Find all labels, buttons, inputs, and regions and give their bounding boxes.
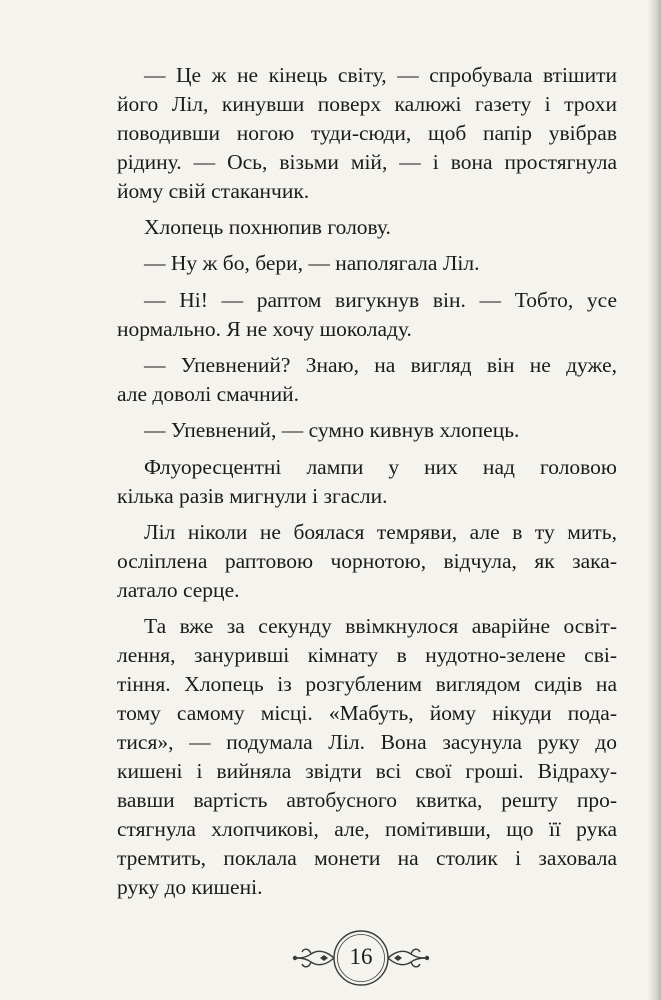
text-line: Флуоресцентні лампи у них над головою	[144, 454, 617, 479]
text-line: — Це ж не кінець світу, — спробувала втішити	[144, 63, 617, 87]
text-line: — Упевнений? Знаю, на вигляд він не дуже,	[144, 353, 617, 378]
body-text	[117, 61, 617, 909]
text-line: Хлопець похнюпив голову.	[144, 215, 391, 240]
paragraph	[117, 416, 617, 445]
text-line: лення, занурившi кімнату в нудотно-зелене сві-	[117, 643, 617, 668]
text-line: вавши вартість автобусного квитка, решту про-	[117, 787, 617, 812]
page-number: 16	[349, 944, 373, 969]
text-line: рідину. — Ось, візьми мій, — і вона простягнула	[117, 149, 617, 174]
text-line: латало серце.	[117, 578, 240, 602]
text-line: але доволі смачний.	[117, 382, 300, 407]
paragraph	[117, 612, 617, 901]
text-line: Та вже за секунду ввімкнулося аварійне освіт-	[144, 614, 617, 639]
text-line: — Ну ж бо, бери, — наполягала Ліл.	[144, 251, 480, 276]
text-line: кілька разів мигнули і згасли.	[117, 483, 388, 508]
text-line: його Ліл, кинувши поверх калюжі газету і трохи	[117, 91, 617, 116]
text-line: — Упевнений, — сумно кивнув хлопець.	[144, 418, 520, 443]
paragraph	[117, 351, 617, 409]
page-edge-shadow	[647, 0, 661, 1000]
text-line: — Ні! — раптом вигукнув він. — Тобто, усе	[144, 287, 617, 312]
text-line: руку до кишені.	[117, 874, 263, 899]
text-line: стягнула хлопчикові, але, помітивши, що її рука	[117, 816, 617, 841]
text-line: йому свій стаканчик.	[117, 178, 310, 203]
paragraph	[117, 286, 617, 344]
paragraph	[117, 518, 617, 605]
text-line: тремтить, поклала монети на столик і заховала	[117, 845, 617, 870]
paragraph	[117, 213, 617, 242]
paragraph	[117, 453, 617, 511]
paragraph	[117, 61, 617, 206]
text-line: нормально. Я не хочу шоколаду.	[117, 316, 412, 341]
text-line: тому самому місці. «Мабуть, йому нікуди пода-	[117, 701, 617, 726]
text-line: кишені і вийняла звідти всі свої гроші. Відраху-	[117, 758, 617, 783]
text-line: тіння. Хлопець із розгубленим виглядом сидів на	[117, 672, 617, 697]
text-line: тися», — подумала Ліл. Вона засунула руку до	[117, 730, 617, 755]
page-number-ornament	[287, 926, 435, 990]
paragraph	[117, 249, 617, 278]
text-line: Ліл ніколи не боялася темряви, але в ту мить,	[144, 520, 617, 545]
text-line: поводивши ногою туди-сюди, щоб папір увібрав	[117, 120, 617, 145]
text-line: осліплена раптовою чорнотою, відчула, як зака-	[117, 549, 617, 574]
